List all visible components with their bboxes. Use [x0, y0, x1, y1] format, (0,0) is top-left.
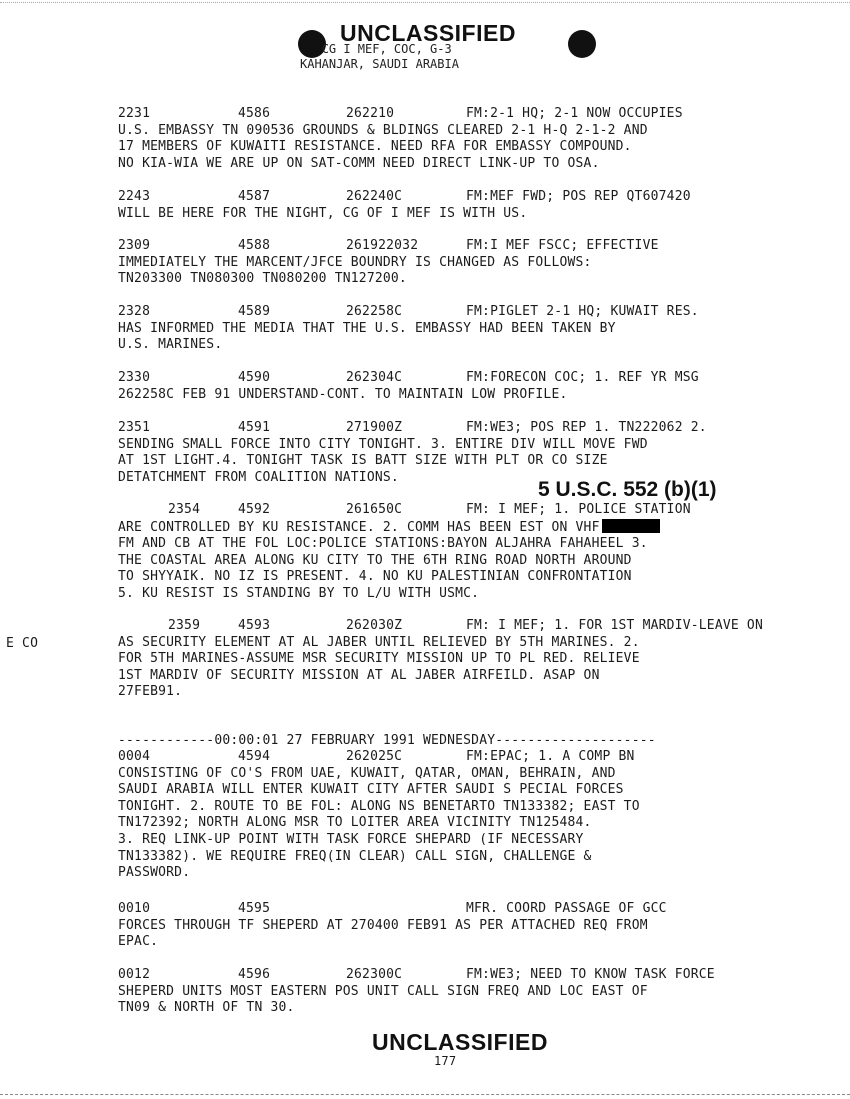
- entry-serial: 4587: [238, 189, 271, 204]
- entry-dtg: 262258C: [346, 304, 403, 319]
- entry-body-line: TN133382). WE REQUIRE FREQ(IN CLEAR) CALL SIGN, CHALLENGE &: [118, 848, 592, 864]
- entry-body-line: FORCES THROUGH TF SHEPERD AT 270400 FEB91 AS PER ATTACHED REQ FROM: [118, 917, 648, 933]
- entry-serial: 4590: [238, 370, 271, 385]
- entry-body-line: EPAC.: [118, 934, 159, 950]
- entry-body-line: DETATCHMENT FROM COALITION NATIONS.: [118, 469, 399, 485]
- entry-serial: 4586: [238, 106, 271, 121]
- day-separator: ------------00:00:01 27 FEBRUARY 1991 WEDNESDAY--------------------: [118, 733, 656, 748]
- margin-fragment: E CO: [6, 636, 39, 651]
- entry-body-line: 1ST MARDIV OF SECURITY MISSION AT AL JABER AIRFEILD. ASAP ON: [118, 667, 600, 683]
- entry-header: [118, 106, 818, 123]
- entry-time: 2351: [118, 420, 151, 435]
- entry-body-line: FM AND CB AT THE FOL LOC:POLICE STATIONS:BAYON ALJAHRA FAHAHEEL 3.: [118, 536, 648, 552]
- entry-dtg: 262025C: [346, 749, 403, 764]
- entry-body-line: CONSISTING OF CO'S FROM UAE, KUWAIT, QATAR, OMAN, BEHRAIN, AND: [118, 765, 616, 781]
- entry-body-line: TN09 & NORTH OF TN 30.: [118, 1000, 295, 1016]
- entry-serial: 4589: [238, 304, 271, 319]
- entry-dtg: 262304C: [346, 370, 403, 385]
- entry-body-line: 3. REQ LINK-UP POINT WITH TASK FORCE SHEPARD (IF NECESSARY: [118, 831, 584, 847]
- classification-top: UNCLASSIFIED: [340, 20, 516, 46]
- entry-from: FM:MEF FWD; POS REP QT607420: [466, 189, 691, 204]
- entry-body-line: WILL BE HERE FOR THE NIGHT, CG OF I MEF IS WITH US.: [118, 205, 528, 221]
- entry-time: 2231: [118, 106, 151, 121]
- entry-body-line: AT 1ST LIGHT.4. TONIGHT TASK IS BATT SIZE WITH PLT OR CO SIZE: [118, 453, 608, 469]
- log-entry: [118, 238, 818, 288]
- entry-time: 0010: [118, 901, 151, 916]
- entry-serial: 4592: [238, 502, 271, 517]
- entry-body-line: TO SHYYAIK. NO IZ IS PRESENT. 4. NO KU PALESTINIAN CONFRONTATION: [118, 569, 632, 585]
- entry-body-line: SHEPERD UNITS MOST EASTERN POS UNIT CALL SIGN FREQ AND LOC EAST OF: [118, 983, 648, 999]
- entry-time: 2328: [118, 304, 151, 319]
- entry-from: FM:I MEF FSCC; EFFECTIVE: [466, 238, 659, 253]
- entry-body-line: HAS INFORMED THE MEDIA THAT THE U.S. EMBASSY HAD BEEN TAKEN BY: [118, 320, 616, 336]
- entry-header: [118, 502, 818, 519]
- entry-header: [118, 420, 818, 437]
- scan-edge-bottom: [0, 1094, 850, 1095]
- entry-dtg: 262300C: [346, 967, 403, 982]
- entry-from: FM: I MEF; 1. FOR 1ST MARDIV-LEAVE ON: [466, 618, 763, 633]
- entry-body-line: SENDING SMALL FORCE INTO CITY TONIGHT. 3. ENTIRE DIV WILL MOVE FWD: [118, 436, 648, 452]
- entry-body-line: TN172392; NORTH ALONG MSR TO LOITER AREA VICINITY TN125484.: [118, 815, 592, 831]
- entry-header: [118, 901, 818, 918]
- log-entry: [118, 189, 818, 222]
- entry-header: [118, 967, 818, 984]
- entry-body-line: AS SECURITY ELEMENT AT AL JABER UNTIL RELIEVED BY 5TH MARINES. 2.: [118, 634, 640, 650]
- entry-body-line: SAUDI ARABIA WILL ENTER KUWAIT CITY AFTER SAUDI S PECIAL FORCES: [118, 782, 624, 798]
- entry-dtg: 262240C: [346, 189, 403, 204]
- entry-header: [118, 618, 818, 635]
- entry-time: 2354: [168, 502, 201, 517]
- log-entry: [118, 749, 818, 882]
- log-entry: [118, 420, 818, 486]
- entry-body-line: 27FEB91.: [118, 684, 183, 700]
- log-entry: [118, 370, 818, 403]
- entry-body-line: TONIGHT. 2. ROUTE TO BE FOL: ALONG NS BENETARTO TN133382; EAST TO: [118, 798, 640, 814]
- redaction-bar: [602, 519, 660, 533]
- entry-header: [118, 189, 818, 206]
- page-number: 177: [434, 1054, 457, 1068]
- scan-edge-top: [0, 2, 850, 3]
- header-line1: CG I MEF, COC, G-3: [321, 42, 452, 56]
- entry-dtg: 271900Z: [346, 420, 403, 435]
- log-entry: [118, 106, 818, 172]
- log-entry: [118, 967, 818, 1017]
- entry-time: 0012: [118, 967, 151, 982]
- log-entry: [118, 618, 818, 701]
- entry-body-line: IMMEDIATELY THE MARCENT/JFCE BOUNDRY IS CHANGED AS FOLLOWS:: [118, 254, 592, 270]
- entry-serial: 4594: [238, 749, 271, 764]
- entry-header: [118, 304, 818, 321]
- entry-body-line: TN203300 TN080300 TN080200 TN127200.: [118, 271, 407, 287]
- entry-dtg: 261922032: [346, 238, 419, 253]
- entry-from: FM:PIGLET 2-1 HQ; KUWAIT RES.: [466, 304, 699, 319]
- entry-serial: 4596: [238, 967, 271, 982]
- log-entry: [118, 304, 818, 354]
- entry-body-line: ARE CONTROLLED BY KU RESISTANCE. 2. COMM HAS BEEN EST ON VHF: [118, 519, 818, 537]
- entry-body-line: 17 MEMBERS OF KUWAITI RESISTANCE. NEED RFA FOR EMBASSY COMPOUND.: [118, 139, 632, 155]
- entry-from: FM:FORECON COC; 1. REF YR MSG: [466, 370, 699, 385]
- entry-header: [118, 238, 818, 255]
- entry-from: FM: I MEF; 1. POLICE STATION: [466, 502, 691, 517]
- entry-from: FM:WE3; NEED TO KNOW TASK FORCE: [466, 967, 715, 982]
- entry-from: MFR. COORD PASSAGE OF GCC: [466, 901, 667, 916]
- entry-time: 0004: [118, 749, 151, 764]
- entry-serial: 4595: [238, 901, 271, 916]
- entry-header: [118, 749, 818, 766]
- entry-dtg: 262210: [346, 106, 395, 121]
- header-location: KAHANJAR, SAUDI ARABIA: [300, 57, 459, 71]
- entry-time: 2243: [118, 189, 151, 204]
- entry-dtg: 262030Z: [346, 618, 403, 633]
- entry-body-line: FOR 5TH MARINES-ASSUME MSR SECURITY MISSION UP TO PL RED. RELIEVE: [118, 651, 640, 667]
- entry-serial: 4593: [238, 618, 271, 633]
- entry-body-line: U.S. MARINES.: [118, 337, 223, 353]
- entry-serial: 4588: [238, 238, 271, 253]
- entry-from: FM:WE3; POS REP 1. TN222062 2.: [466, 420, 707, 435]
- entry-time: 2330: [118, 370, 151, 385]
- entry-body-line: THE COASTAL AREA ALONG KU CITY TO THE 6TH RING ROAD NORTH AROUND: [118, 552, 632, 568]
- entry-body-line: PASSWORD.: [118, 865, 191, 881]
- entry-body-line: 262258C FEB 91 UNDERSTAND-CONT. TO MAINTAIN LOW PROFILE.: [118, 386, 568, 402]
- entry-from: FM:2-1 HQ; 2-1 NOW OCCUPIES: [466, 106, 683, 121]
- entry-serial: 4591: [238, 420, 271, 435]
- log-entry: [118, 901, 818, 951]
- entry-body-line: 5. KU RESIST IS STANDING BY TO L/U WITH USMC.: [118, 585, 480, 601]
- log-entry: [118, 502, 818, 603]
- entry-from: FM:EPAC; 1. A COMP BN: [466, 749, 635, 764]
- entry-dtg: 261650C: [346, 502, 403, 517]
- entry-time: 2359: [168, 618, 201, 633]
- entry-header: [118, 370, 818, 387]
- entry-time: 2309: [118, 238, 151, 253]
- exemption-stamp: 5 U.S.C. 552 (b)(1): [538, 478, 717, 501]
- entry-body-line: U.S. EMBASSY TN 090536 GROUNDS & BLDINGS CLEARED 2-1 H-Q 2-1-2 AND: [118, 122, 648, 138]
- entry-body-line: NO KIA-WIA WE ARE UP ON SAT-COMM NEED DIRECT LINK-UP TO OSA.: [118, 155, 600, 171]
- classification-bottom: UNCLASSIFIED: [372, 1029, 548, 1055]
- punch-hole-right: [568, 30, 596, 58]
- header-unit: [300, 42, 452, 56]
